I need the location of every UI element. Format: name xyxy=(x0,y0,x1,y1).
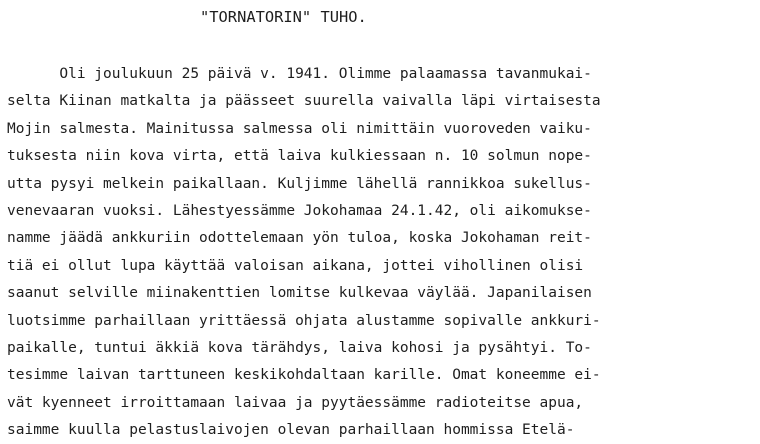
document-body xyxy=(7,61,601,444)
text-line: Oli joulukuun 25 päivä v. 1941. Olimme palaamassa tavanmukai- xyxy=(7,66,592,82)
text-line: luotsimme parhaillaan yrittäessä ohjata alustamme sopivalle ankkuri- xyxy=(7,312,601,329)
text-line: tesimme laivan tarttuneen keskikohdaltaan karille. Omat koneemme ei- xyxy=(7,367,601,384)
text-line: tiä ei ollut lupa käyttää valoisan aikana, jottei vihollinen olisi xyxy=(7,257,584,274)
text-line: paikalle, tuntui äkkiä kova tärähdys, laiva kohosi ja pysähtyi. To- xyxy=(7,339,592,356)
text-line: namme jäädä ankkuriin odottelemaan yön tuloa, koska Jokohaman reit- xyxy=(7,230,592,247)
text-line: tuksesta niin kova virta, että laiva kulkiessaan n. 10 solmun nope- xyxy=(7,148,592,165)
text-line: vät kyenneet irroittamaan laivaa ja pyytäessämme radioteitse apua, xyxy=(7,394,584,411)
text-line: saanut selville miinakenttien lomitse kulkevaa väylää. Japanilaisen xyxy=(7,285,592,302)
document-title: "TORNATORIN" TUHO. xyxy=(200,8,367,26)
text-line: utta pysyi melkein paikallaan. Kuljimme lähellä rannikkoa sukellus- xyxy=(7,175,592,192)
text-line: Mojin salmesta. Mainitussa salmessa oli nimittäin vuoroveden vaiku- xyxy=(7,120,592,137)
text-line: selta Kiinan matkalta ja päässeet suurella vaivalla läpi virtaisesta xyxy=(7,93,601,110)
text-line: venevaaran vuoksi. Lähestyessämme Jokohamaa 24.1.42, oli aikomukse- xyxy=(7,202,592,219)
text-line: saimme kuulla pelastuslaivojen olevan parhaillaan hommissa Etelä- xyxy=(7,422,575,439)
